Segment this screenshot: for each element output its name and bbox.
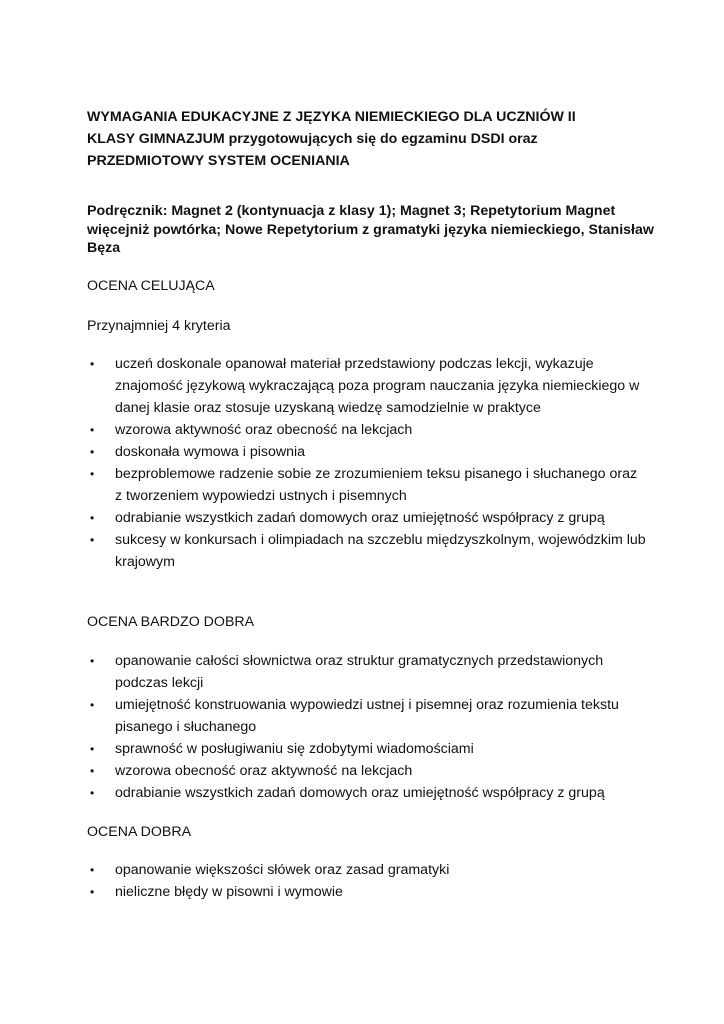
document-title-line-2: KLASY GIMNAZJUM przygotowujących się do egzaminu DSDI oraz	[87, 131, 538, 147]
bullet-icon: •	[90, 698, 95, 712]
list-item: • nieliczne błędy w pisowni i wymowie	[87, 881, 647, 903]
section-heading-dobra: OCENA DOBRA	[87, 824, 192, 840]
bullet-icon: •	[90, 511, 95, 525]
bullet-icon: •	[90, 863, 95, 877]
list-item: • odrabianie wszystkich zadań domowych oraz umiejętność współpracy z grupą	[87, 507, 647, 529]
criteria-note: Przynajmniej 4 kryteria	[87, 318, 231, 334]
list-item: • sprawność w posługiwaniu się zdobytymi wiadomościami	[87, 738, 647, 760]
bullet-icon: •	[90, 533, 95, 547]
bullet-icon: •	[90, 467, 95, 481]
bullet-icon: •	[90, 445, 95, 459]
section-heading-celujaca: OCENA CELUJĄCA	[87, 278, 215, 294]
list-item: • wzorowa obecność oraz aktywność na lekcjach	[87, 760, 647, 782]
textbook-info: Podręcznik: Magnet 2 (kontynuacja z klasy 1); Magnet 3; Repetytorium Magnet więcejniż powtórka; Nowe Repetytorium z gramatyki języka niemieckiego, Stanisław Bęza	[87, 203, 654, 256]
criteria-list-dobra	[87, 859, 647, 903]
bullet-icon: •	[90, 654, 95, 668]
list-item: • odrabianie wszystkich zadań domowych oraz umiejętność współpracy z grupą	[87, 782, 647, 804]
list-item: • bezproblemowe radzenie sobie ze zrozumieniem teksu pisanego i słuchanego oraz z tworzeniem wypowiedzi ustnych i pisemnych	[87, 463, 647, 507]
list-item: • wzorowa aktywność oraz obecność na lekcjach	[87, 419, 647, 441]
list-item: • doskonała wymowa i pisownia	[87, 441, 647, 463]
criteria-list-bardzo-dobra	[87, 650, 647, 804]
document-title-line-1: WYMAGANIA EDUKACYJNE Z JĘZYKA NIEMIECKIEGO DLA UCZNIÓW II	[87, 109, 576, 125]
bullet-icon: •	[90, 786, 95, 800]
bullet-icon: •	[90, 764, 95, 778]
bullet-icon: •	[90, 357, 95, 371]
bullet-icon: •	[90, 742, 95, 756]
criteria-list-celujaca	[87, 353, 647, 573]
list-item: • uczeń doskonale opanował materiał przedstawiony podczas lekcji, wykazuje znajomość językową wykraczającą poza program nauczania języka niemieckiego w danej klasie oraz stosuje uzyskaną wiedzę samodzielnie w praktyce	[87, 353, 647, 419]
bullet-icon: •	[90, 885, 95, 899]
list-item: • umiejętność konstruowania wypowiedzi ustnej i pisemnej oraz rozumienia tekstu pisanego i słuchanego	[87, 694, 647, 738]
list-item: • opanowanie całości słownictwa oraz struktur gramatycznych przedstawionych podczas lekcji	[87, 650, 647, 694]
list-item: • opanowanie większości słówek oraz zasad gramatyki	[87, 859, 647, 881]
section-heading-bardzo-dobra: OCENA BARDZO DOBRA	[87, 614, 255, 630]
document-title-line-3: PRZEDMIOTOWY SYSTEM OCENIANIA	[87, 153, 350, 169]
bullet-icon: •	[90, 423, 95, 437]
list-item: • sukcesy w konkursach i olimpiadach na szczeblu międzyszkolnym, wojewódzkim lub krajowym	[87, 529, 647, 573]
